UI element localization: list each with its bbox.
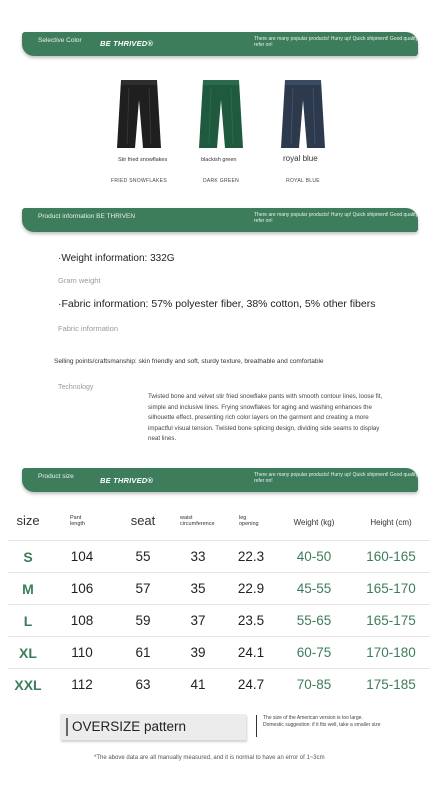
table-row xyxy=(8,637,430,669)
selling-points: Selling points/craftsmanship: skin friendly and soft, sturdy texture, breathable and comfortable xyxy=(54,358,324,365)
color-label: blackish green xyxy=(201,157,237,163)
color-name: FRIED SNOWFLAKES xyxy=(111,178,167,184)
oversize-badge xyxy=(60,714,246,740)
column-header: size xyxy=(16,513,40,528)
table-cell: 22.3 xyxy=(226,541,276,573)
table-cell: 160-165 xyxy=(352,541,430,573)
product-info-banner xyxy=(22,208,418,232)
color-label: Stir fried snowflakes xyxy=(118,157,168,163)
banner-title: Product size xyxy=(38,473,74,480)
table-cell: 39 xyxy=(170,637,226,669)
table-row xyxy=(8,605,430,637)
size-suggestion-note: The size of the American version is too large. Domestic suggestion: if it fits well, take a smaller size xyxy=(263,715,381,728)
product-size-banner xyxy=(22,468,418,492)
table-cell: 45-55 xyxy=(276,573,352,605)
column-header: seat xyxy=(130,513,156,528)
color-label: royal blue xyxy=(283,154,318,163)
table-cell: 59 xyxy=(116,605,170,637)
weight-sublabel: Gram weight xyxy=(58,276,101,285)
table-cell: 170-180 xyxy=(352,637,430,669)
table-cell: XL xyxy=(8,637,48,669)
table-cell: 165-170 xyxy=(352,573,430,605)
table-header-row xyxy=(8,502,430,541)
table-cell: 60-75 xyxy=(276,637,352,669)
pants-icon xyxy=(197,78,245,150)
table-cell: XXL xyxy=(8,669,48,701)
table-cell: 35 xyxy=(170,573,226,605)
measurement-footnote: *The above data are all manually measured, and it is normal to have an error of 1~3cm xyxy=(94,755,325,761)
color-name: DARK GREEN xyxy=(202,178,240,184)
table-cell: 110 xyxy=(48,637,116,669)
table-cell: 165-175 xyxy=(352,605,430,637)
table-cell: 55 xyxy=(116,541,170,573)
table-row xyxy=(8,669,430,701)
table-cell: 70-85 xyxy=(276,669,352,701)
table-cell: 40-50 xyxy=(276,541,352,573)
table-cell: 24.7 xyxy=(226,669,276,701)
table-cell: L xyxy=(8,605,48,637)
pants-icon xyxy=(279,78,327,150)
table-cell: 61 xyxy=(116,637,170,669)
banner-note: There are many popular products! Hurry up! Quick shipment! Good quality refer on! xyxy=(254,36,418,48)
table-cell: 55-65 xyxy=(276,605,352,637)
technology-label: Technology xyxy=(58,384,94,391)
pants-icon xyxy=(115,78,163,150)
table-cell: 41 xyxy=(170,669,226,701)
table-row xyxy=(8,573,430,605)
table-cell: 23.5 xyxy=(226,605,276,637)
table-cell: 106 xyxy=(48,573,116,605)
table-cell: 104 xyxy=(48,541,116,573)
selective-color-banner xyxy=(22,32,418,56)
banner-title: Product information BE THRIVEN xyxy=(38,213,136,220)
banner-title: Selective Color xyxy=(38,37,82,44)
weight-info: ·Weight information: 332G xyxy=(58,253,175,264)
oversize-label: OVERSIZE pattern xyxy=(72,719,187,734)
table-cell: 108 xyxy=(48,605,116,637)
table-cell: 37 xyxy=(170,605,226,637)
table-cell: 24.1 xyxy=(226,637,276,669)
table-cell: 33 xyxy=(170,541,226,573)
table-row xyxy=(8,541,430,573)
table-cell: 57 xyxy=(116,573,170,605)
banner-note: There are many popular products! Hurry up! Quick shipment! Good quality refer on! xyxy=(254,212,418,224)
accent-bar xyxy=(66,718,68,736)
fabric-sublabel: Fabric information xyxy=(58,324,119,333)
size-table xyxy=(8,502,430,700)
table-cell: 112 xyxy=(48,669,116,701)
column-header: leg opening xyxy=(239,515,259,527)
technology-description: Twisted bone and velvet stir fried snowflake pants with smooth contour lines, loose fit, simple and inclusive lines. Frying snowflakes for aging and washing enhances the silhouette effect, presenting rich color layers on the garment and creating a more impactful visual tension. Twisted bone splicing design, dividing side seams to display neat lines. xyxy=(148,393,383,442)
banner-note: There are many popular products! Hurry up! Quick shipment! Good quality refer on! xyxy=(254,472,418,484)
column-header: Weight (kg) xyxy=(293,518,335,527)
table-cell: 22.9 xyxy=(226,573,276,605)
table-cell: 175-185 xyxy=(352,669,430,701)
fabric-info: ·Fabric information: 57% polyester fiber, 38% cotton, 5% other fibers xyxy=(58,298,376,310)
brand-logo: BE THRIVED® xyxy=(100,39,154,48)
table-cell: S xyxy=(8,541,48,573)
column-header: Height (cm) xyxy=(370,518,412,527)
color-name: ROYAL BLUE xyxy=(286,178,320,184)
column-header: Pant length xyxy=(70,515,85,527)
table-cell: 63 xyxy=(116,669,170,701)
table-cell: M xyxy=(8,573,48,605)
brand-logo: BE THRIVED® xyxy=(100,476,154,485)
divider xyxy=(256,715,257,737)
column-header: waist circumference xyxy=(180,515,215,527)
